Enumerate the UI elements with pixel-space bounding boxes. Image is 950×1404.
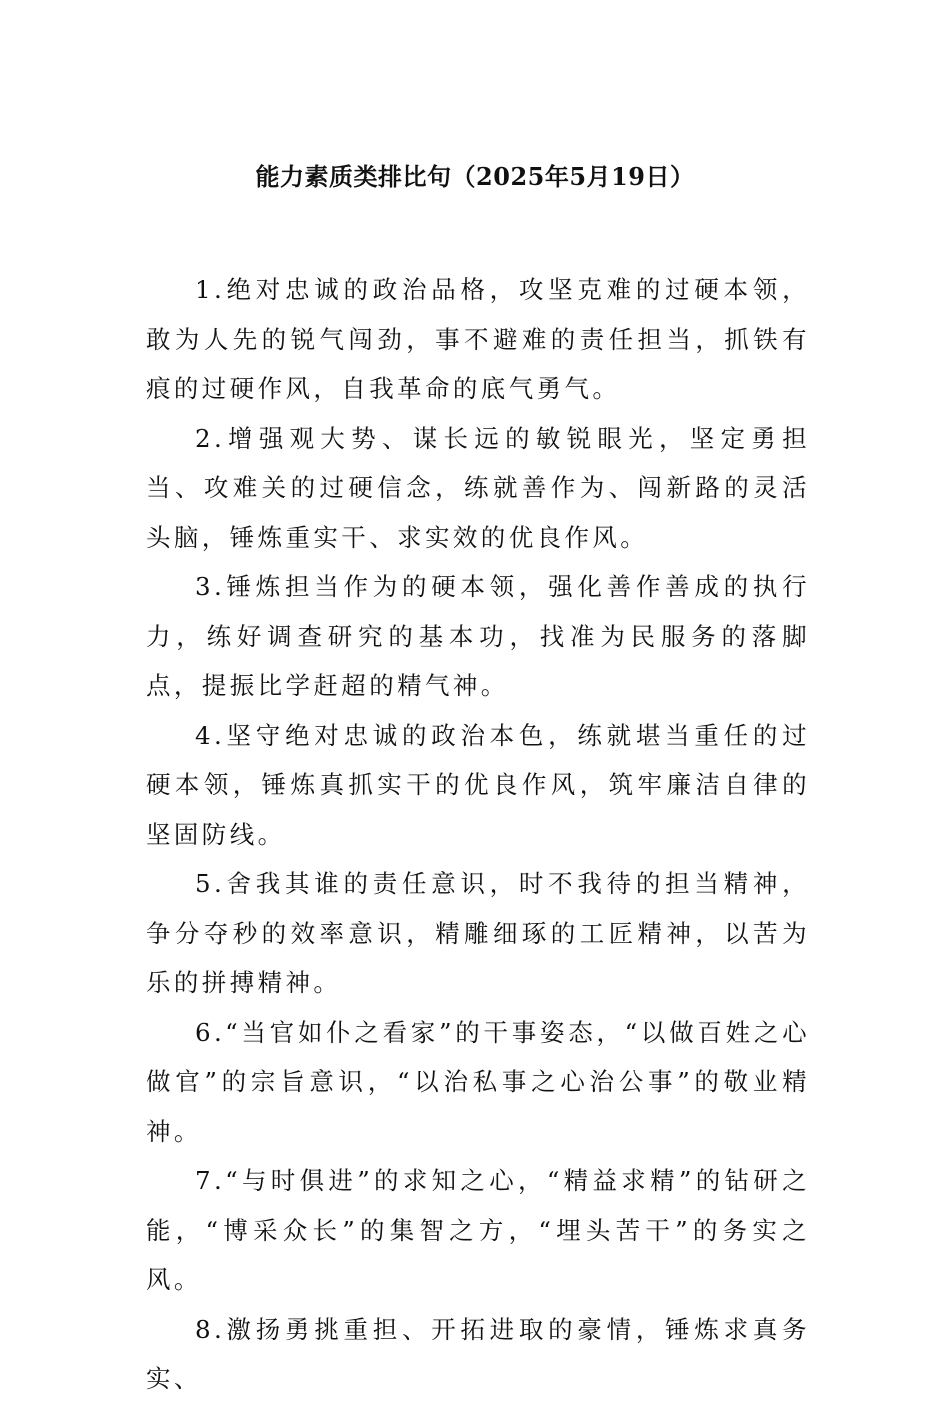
paragraph-8: 8.激扬勇挑重担、开拓进取的豪情，锤炼求真务实、 <box>146 1314 810 1393</box>
paragraph-1: 1.绝对忠诚的政治品格，攻坚克难的过硬本领，敢为人先的锐气闯劲，事不避难的责任担当，抓铁有痕的过硬作风，自我革命的底气勇气。 <box>146 275 810 403</box>
document-body <box>146 265 810 1404</box>
paragraph-2: 2.增强观大势、谋长远的敏锐眼光，坚定勇担当、攻难关的过硬信念，练就善作为、闯新路的灵活头脑，锤炼重实干、求实效的优良作风。 <box>146 423 810 552</box>
paragraph-3: 3.锤炼担当作为的硬本领，强化善作善成的执行力，练好调查研究的基本功，找准为民服务的落脚点，提振比学赶超的精气神。 <box>146 572 810 700</box>
paragraph-5: 5.舍我其谁的责任意识，时不我待的担当精神，争分夺秒的效率意识，精雕细琢的工匠精神，以苦为乐的拼搏精神。 <box>146 869 810 997</box>
paragraph-7: 7.“与时俱进”的求知之心，“精益求精”的钻研之能，“博采众长”的集智之方，“埋头苦干”的务实之风。 <box>146 1166 810 1294</box>
document-title: 能力素质类排比句（2025年5月19日） <box>255 162 695 191</box>
paragraph-6: 6.“当官如仆之看家”的干事姿态，“以做百姓之心做官”的宗旨意识，“以治私事之心治公事”的敬业精神。 <box>146 1017 810 1146</box>
paragraph-4: 4.坚守绝对忠诚的政治本色，练就堪当重任的过硬本领，锤炼真抓实干的优良作风，筑牢廉洁自律的坚固防线。 <box>146 720 810 849</box>
